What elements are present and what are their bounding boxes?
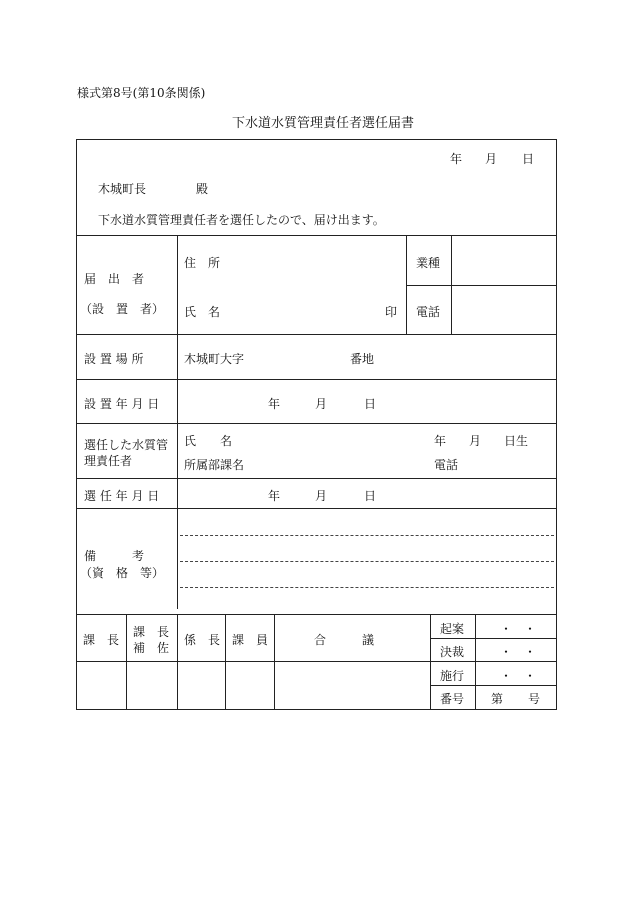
appointment-year: 年 bbox=[268, 489, 281, 503]
document-title: 下水道水質管理責任者選任届書 bbox=[232, 116, 415, 131]
location-label: 設 置 場 所 bbox=[84, 352, 144, 366]
row-separator bbox=[406, 285, 557, 286]
number-go: 号 bbox=[528, 692, 541, 706]
approval-assistant-line1: 課 長 bbox=[133, 625, 170, 639]
approval-staff: 課 員 bbox=[232, 633, 269, 647]
enforced-label: 施行 bbox=[440, 669, 465, 683]
location-prefix: 木城町大字 bbox=[184, 352, 245, 366]
remarks-label: 備 考 bbox=[84, 549, 145, 563]
drafted-label: 起案 bbox=[440, 622, 465, 636]
birth-month: 月 bbox=[469, 434, 482, 448]
approval-consultation: 合 議 bbox=[314, 633, 375, 647]
name-label: 氏 名 bbox=[184, 305, 221, 319]
row-separator bbox=[76, 379, 557, 380]
business-type-label: 業種 bbox=[416, 256, 441, 270]
column-divider bbox=[475, 614, 476, 710]
approval-section-chief: 課 長 bbox=[83, 633, 120, 647]
column-divider bbox=[451, 235, 452, 335]
outer-bottom-border bbox=[76, 709, 557, 710]
column-divider bbox=[225, 614, 226, 710]
address-label: 住 所 bbox=[184, 256, 221, 270]
outer-right-border bbox=[556, 139, 557, 710]
column-divider bbox=[126, 614, 127, 710]
column-divider bbox=[430, 614, 431, 710]
header-month: 月 bbox=[485, 152, 498, 166]
seal-mark: 印 bbox=[385, 305, 398, 319]
decided-date-dots: ・ ・ bbox=[500, 645, 537, 659]
number-label: 番号 bbox=[440, 692, 465, 706]
row-separator bbox=[76, 508, 557, 509]
installation-year: 年 bbox=[268, 397, 281, 411]
honorific: 殿 bbox=[196, 182, 209, 196]
installation-date-label: 設 置 年 月 日 bbox=[84, 397, 160, 411]
remarks-dotted-line bbox=[180, 561, 554, 562]
installer-label: （設 置 者） bbox=[80, 302, 165, 316]
header-year: 年 bbox=[450, 152, 463, 166]
appointment-day: 日 bbox=[364, 489, 377, 503]
row-separator bbox=[76, 661, 557, 662]
manager-label-line1: 選任した水質管 bbox=[84, 438, 169, 452]
approval-subsection-chief: 係 長 bbox=[184, 633, 221, 647]
approval-assistant-line2: 補 佐 bbox=[133, 641, 170, 655]
birth-year: 年 bbox=[434, 434, 447, 448]
qualification-label: （資 格 等） bbox=[80, 566, 165, 580]
appointment-date-label: 選 任 年 月 日 bbox=[84, 489, 160, 503]
column-divider bbox=[274, 614, 275, 710]
manager-phone-label: 電話 bbox=[434, 458, 459, 472]
addressee: 木城町長 bbox=[98, 182, 147, 196]
manager-name-label: 氏 名 bbox=[184, 434, 233, 448]
birth-day: 日生 bbox=[504, 434, 529, 448]
manager-label-line2: 理責任者 bbox=[84, 454, 133, 468]
applicant-phone-label: 電話 bbox=[416, 305, 441, 319]
row-separator bbox=[76, 334, 557, 335]
installation-month: 月 bbox=[315, 397, 328, 411]
outer-top-border bbox=[76, 139, 557, 140]
column-divider bbox=[177, 614, 178, 710]
label-column-divider bbox=[177, 235, 178, 609]
row-separator bbox=[430, 685, 557, 686]
appointment-month: 月 bbox=[315, 489, 328, 503]
location-suffix: 番地 bbox=[350, 352, 375, 366]
drafted-date-dots: ・ ・ bbox=[500, 622, 537, 636]
header-day: 日 bbox=[522, 152, 535, 166]
enforced-date-dots: ・ ・ bbox=[500, 669, 537, 683]
number-dai: 第 bbox=[491, 692, 504, 706]
row-separator bbox=[76, 478, 557, 479]
row-separator bbox=[76, 614, 557, 615]
outer-left-border bbox=[76, 139, 77, 710]
row-separator bbox=[76, 423, 557, 424]
row-separator bbox=[76, 235, 557, 236]
remarks-dotted-line bbox=[180, 535, 554, 536]
statement-text: 下水道水質管理責任者を選任したので、届け出ます。 bbox=[98, 213, 385, 227]
department-label: 所属部課名 bbox=[184, 458, 245, 472]
form-number: 様式第8号(第10条関係) bbox=[77, 86, 206, 100]
remarks-dotted-line bbox=[180, 587, 554, 588]
row-separator bbox=[430, 638, 557, 639]
applicant-label: 届 出 者 bbox=[84, 272, 145, 286]
decided-label: 決裁 bbox=[440, 645, 465, 659]
installation-day: 日 bbox=[364, 397, 377, 411]
column-divider bbox=[406, 235, 407, 335]
